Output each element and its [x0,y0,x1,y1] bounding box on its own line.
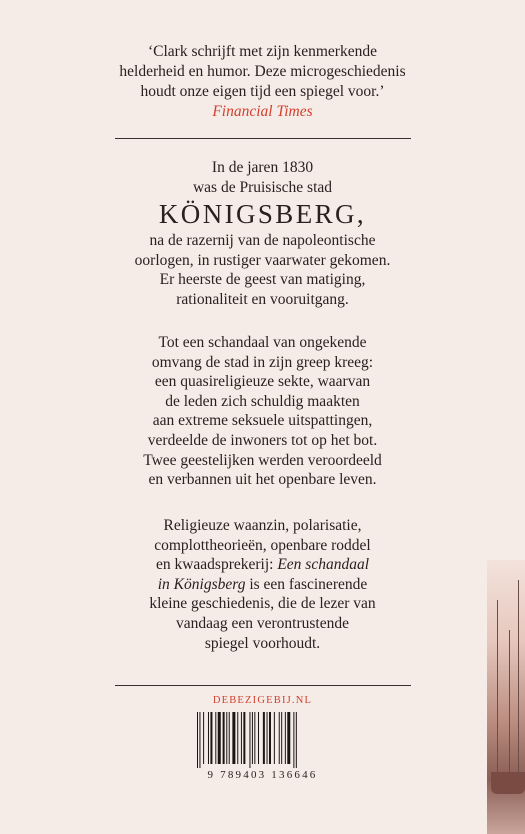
paragraph-line: een quasireligieuze sekte, waarvan [154,373,371,391]
plain-text: is een fascinerende [245,575,368,593]
barcode-bar [226,712,227,764]
intro-line: Er heerste de geest van matiging, [159,271,366,289]
summary-paragraph [0,516,525,653]
barcode-bar [203,712,204,764]
barcode-bar [269,712,271,764]
barcode-bar [218,712,221,764]
barcode-bar [210,712,212,764]
barcode-bar [293,712,294,768]
barcode-bar [254,712,255,764]
paragraph-line: vandaag een verontrustende [175,614,349,632]
barcode-bar [274,712,275,764]
barcode-bar [243,712,245,764]
isbn-barcode [195,712,333,768]
barcode-bar [215,712,216,764]
paragraph-line [0,555,525,575]
barcode-bar [281,712,282,764]
plain-text: en kwaadsprekerij: [155,556,278,574]
paragraph-line: en verbannen uit het openbare leven. [148,471,377,489]
intro-line: oorlogen, in rustiger vaarwater gekomen. [134,251,391,269]
intro-line: rationaliteit en vooruitgang. [176,290,349,308]
paragraph-line [0,575,525,595]
paragraph-line: Tot een schandaal van ongekende [158,334,367,351]
paragraph-line: kleine geschiedenis, die de lezer van [149,595,376,613]
quote-line: ‘Clark schrijft met zijn kenmerkende [148,43,377,60]
quote-line: houdt onze eigen tijd een spiegel voor.’ [140,83,385,100]
barcode-bar [267,712,268,764]
barcode-bar [249,712,250,768]
barcode-bar [197,712,198,768]
paragraph-line: Twee geestelijken werden veroordeeld [143,451,382,469]
book-title-italic: Een schandaal [277,556,370,574]
barcode-bar [258,712,259,764]
city-title: KÖNIGSBERG, [158,199,367,230]
divider-bottom [115,685,411,686]
barcode-bar [263,712,265,764]
paragraph-line: omvang de stad in zijn greep kreeg: [151,353,374,371]
barcode-bar [232,712,235,764]
paragraph-line: verdeelde de inwoners tot op het bot. [147,431,378,449]
paragraph-line: de leden zich schuldig maakten [165,392,360,410]
book-title-italic: in Königsberg [157,575,246,593]
intro-line: na de razernij van de napoleontische [149,232,376,250]
barcode-bar [237,712,238,764]
scandal-paragraph [0,333,525,490]
isbn-number: 9 789403 136646 [207,769,318,781]
review-quote [0,42,525,122]
barcode-bar [252,712,253,764]
barcode-bar [199,712,200,768]
intro-line: In de jaren 1830 [211,159,314,176]
paragraph-line: Religieuze waanzin, polarisatie, [163,517,362,534]
barcode-bar [229,712,230,764]
barcode-bar [287,712,290,764]
barcode-bar [296,712,297,768]
barcode-bar [223,712,225,764]
barcode-bar [208,712,209,764]
paragraph-line: complottheorieën, openbare roddel [154,536,371,554]
paragraph-line: aan extreme seksuele uitspattingen, [152,412,373,430]
barcode-bar [241,712,242,764]
barcode-bar [285,712,286,764]
barcode-bar [279,712,280,764]
paragraph-line: spiegel voorhoudt. [204,634,321,652]
intro-paragraph [0,158,525,310]
quote-line: helderheid en humor. Deze microgeschiedenis [119,63,406,80]
intro-line: was de Pruisische stad [192,178,333,196]
divider-top [115,138,411,139]
quote-source: Financial Times [212,103,313,120]
publisher-website: DEBEZIGEBIJ.NL [212,695,313,706]
